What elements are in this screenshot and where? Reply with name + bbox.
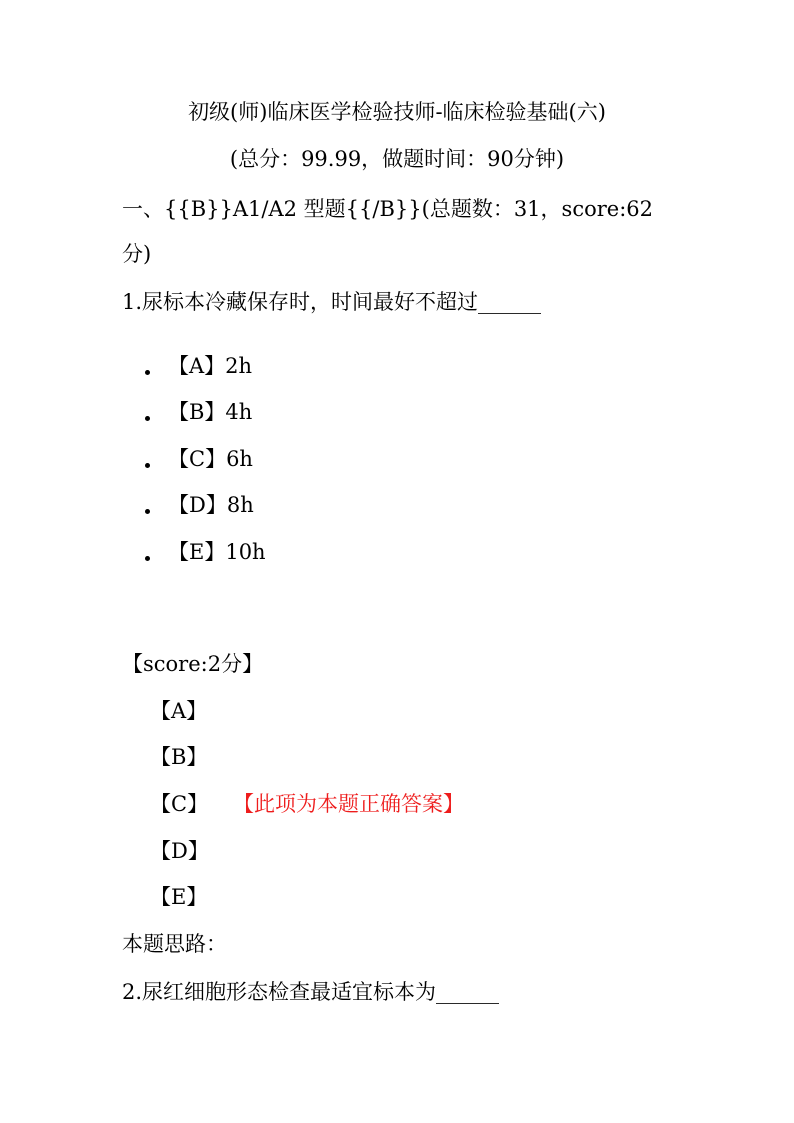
answer-item: 【C】 — [150, 792, 209, 816]
option-item: 【E】10h — [168, 540, 266, 564]
bullet-icon — [145, 370, 150, 375]
answer-item: 【D】 — [150, 839, 209, 863]
answer-item: 【A】 — [150, 699, 208, 723]
bullet-icon — [145, 416, 150, 421]
bullet-icon — [145, 463, 150, 468]
question-2-text: 2.尿红细胞形态检查最适宜标本为______ — [122, 980, 500, 1004]
bullet-icon — [145, 509, 150, 514]
section-heading-continued: 分) — [122, 242, 152, 266]
answer-item: 【B】 — [150, 745, 208, 769]
option-item: 【D】8h — [168, 493, 254, 517]
question-1-score: 【score:2分】 — [122, 652, 264, 676]
question-1-text: 1.尿标本冷藏保存时，时间最好不超过______ — [122, 290, 542, 314]
option-item: 【C】6h — [168, 447, 253, 471]
answer-item: 【E】 — [150, 885, 208, 909]
option-item: 【B】4h — [168, 400, 253, 424]
question-1-analysis: 本题思路： — [122, 932, 227, 956]
bullet-icon — [145, 556, 150, 561]
option-item: 【A】2h — [168, 354, 253, 378]
section-heading: 一、{{B}}A1/A2 型题{{/B}}(总题数：31，score:62 — [122, 197, 653, 221]
correct-answer-mark: 【此项为本题正确答案】 — [233, 792, 464, 816]
document-subtitle: (总分：99.99，做题时间：90分钟) — [229, 147, 565, 171]
document-title: 初级(师)临床医学检验技师-临床检验基础(六) — [188, 100, 606, 124]
